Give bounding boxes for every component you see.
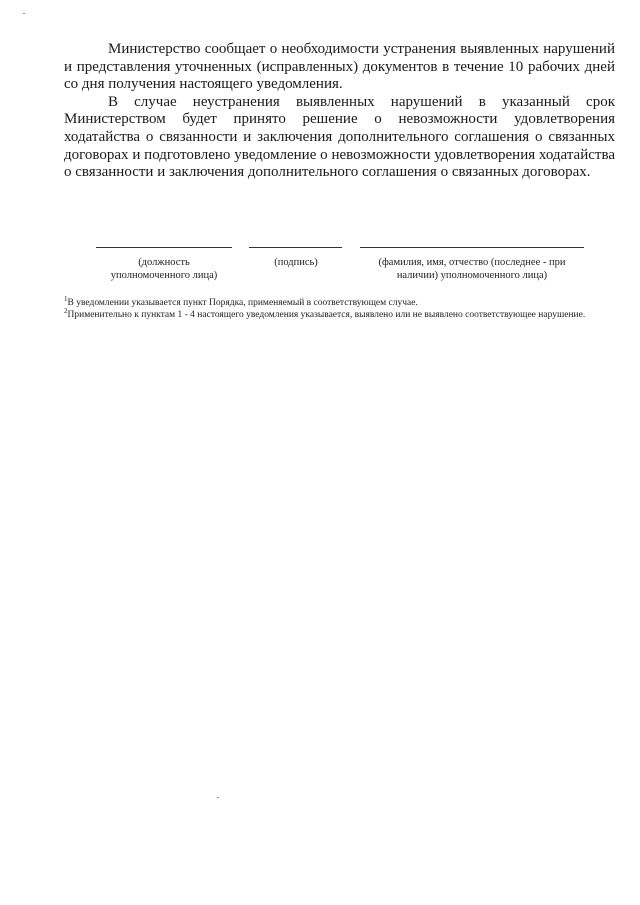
footnote-1-text: В уведомлении указывается пункт Порядка, применяемый в соответствующем случае.: [67, 298, 418, 308]
notice-body: [64, 41, 615, 182]
body-paragraph-2: В случае неустранения выявленных нарушений в указанный срок Министерством будет принято решение о невозможности удовлетворения ходатайства о связанности и заключения дополнительного соглашения о связанных договорах и подготовлено уведомление о невозможности удовлетворения ходатайства о связанности и заключения дополнительного соглашения о связанных договорах.: [64, 93, 615, 181]
footnote-1: [64, 294, 616, 309]
name-caption: (фамилия, имя, отчество (последнее - при наличии) уполномоченного лица): [378, 257, 566, 281]
scan-speck: [23, 13, 25, 14]
signature-caption: (подпись): [274, 257, 318, 268]
position-caption: (должность уполномоченного лица): [110, 257, 218, 281]
scan-speck: [217, 797, 219, 798]
name-signature-line: [360, 247, 584, 248]
body-paragraph-1: Министерство сообщает о необходимости устранения выявленных нарушений и представления уточненных (исправленных) документов в течение 10 рабочих дней со дня получения настоящего уведомления.: [64, 41, 615, 93]
signature-line: [249, 247, 342, 248]
footnote-2-mark: 2: [64, 306, 68, 315]
footnote-1-mark: 1: [64, 294, 68, 303]
footnote-2: [64, 306, 616, 321]
footnotes: [64, 294, 616, 321]
position-signature-line: [96, 247, 232, 248]
footnote-2-text: Применительно к пунктам 1 - 4 настоящего уведомления указывается, выявлено или не выявлено соответствующее нарушение.: [67, 310, 586, 320]
